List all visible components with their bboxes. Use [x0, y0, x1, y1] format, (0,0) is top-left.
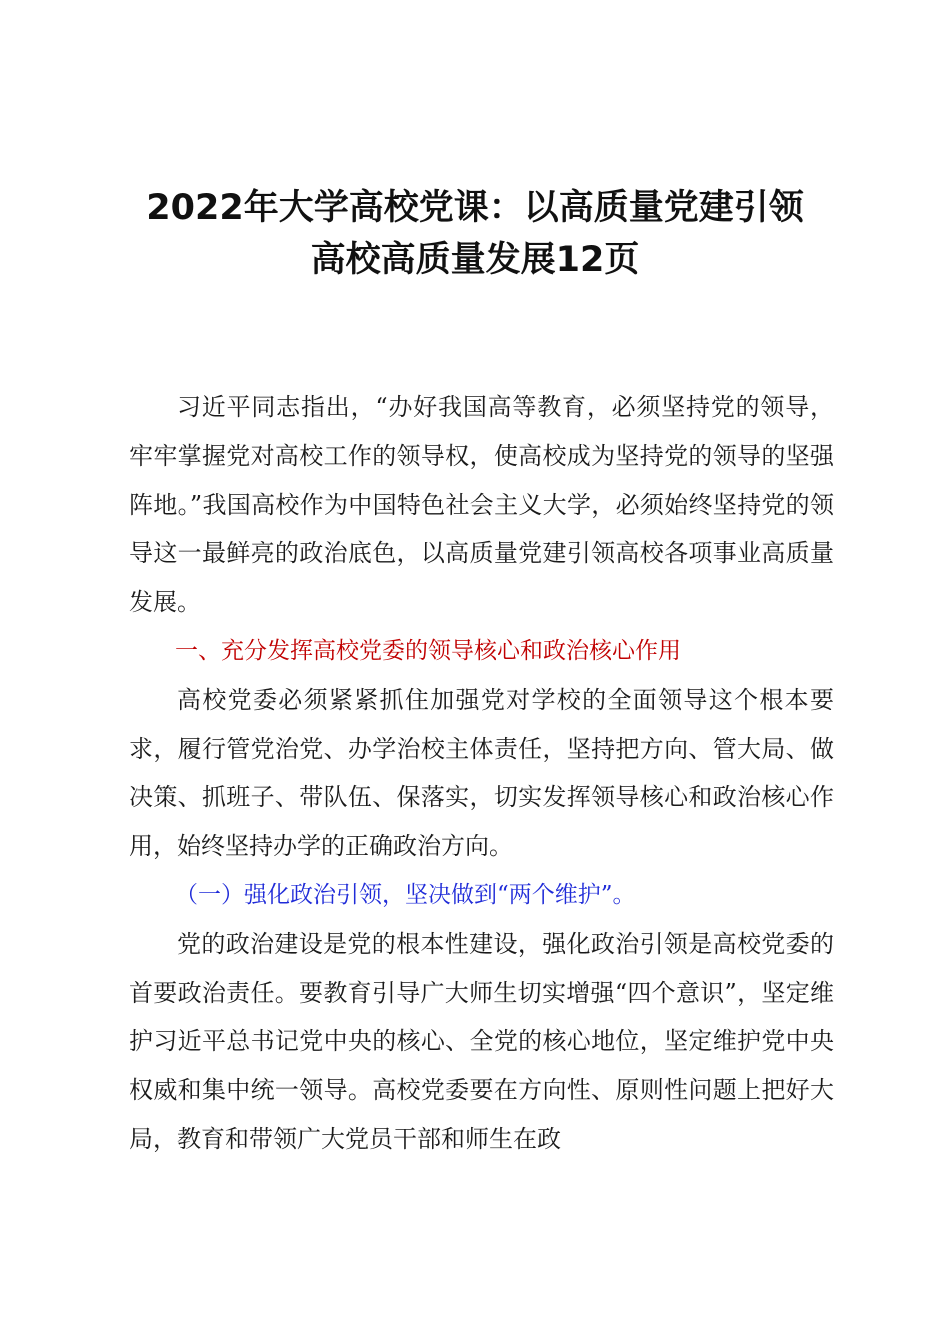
document-body [129, 383, 834, 1164]
section-heading-1: 一、充分发挥高校党委的领导核心和政治核心作用 [175, 637, 681, 664]
section-1-paragraph: 高校党委必须紧紧抓住加强党对学校的全面领导这个根本要求，履行管党治党、办学治校主体责任，坚持把方向、管大局、做决策、抓班子、带队伍、保落实，切实发挥领导核心和政治核心作用，始终坚持办学的正确政治方向。 [129, 685, 834, 861]
intro-paragraph: 习近平同志指出，“办好我国高等教育，必须坚持党的领导，牢牢掌握党对高校工作的领导权，使高校成为坚持党的领导的坚强阵地。”我国高校作为中国特色社会主义大学，必须始终坚持党的领导这一最鲜亮的政治底色，以高质量党建引领高校各项事业高质量发展。 [129, 393, 834, 617]
document-title-line-1: 2022年大学高校党课：以高质量党建引领 [146, 188, 804, 228]
subsection-1-paragraph: 党的政治建设是党的根本性建设，强化政治引领是高校党委的首要政治责任。要教育引导广大师生切实增强“四个意识”，坚定维护习近平总书记党中央的核心、全党的核心地位，坚定维护党中央权威和集中统一领导。高校党委要在方向性、原则性问题上把好大局，教育和带领广大党员干部和师生在政 [129, 929, 834, 1153]
document-title-line-2: 高校高质量发展12页 [310, 240, 640, 280]
subsection-heading-1: （一）强化政治引领，坚决做到“两个维护”。 [175, 881, 636, 908]
